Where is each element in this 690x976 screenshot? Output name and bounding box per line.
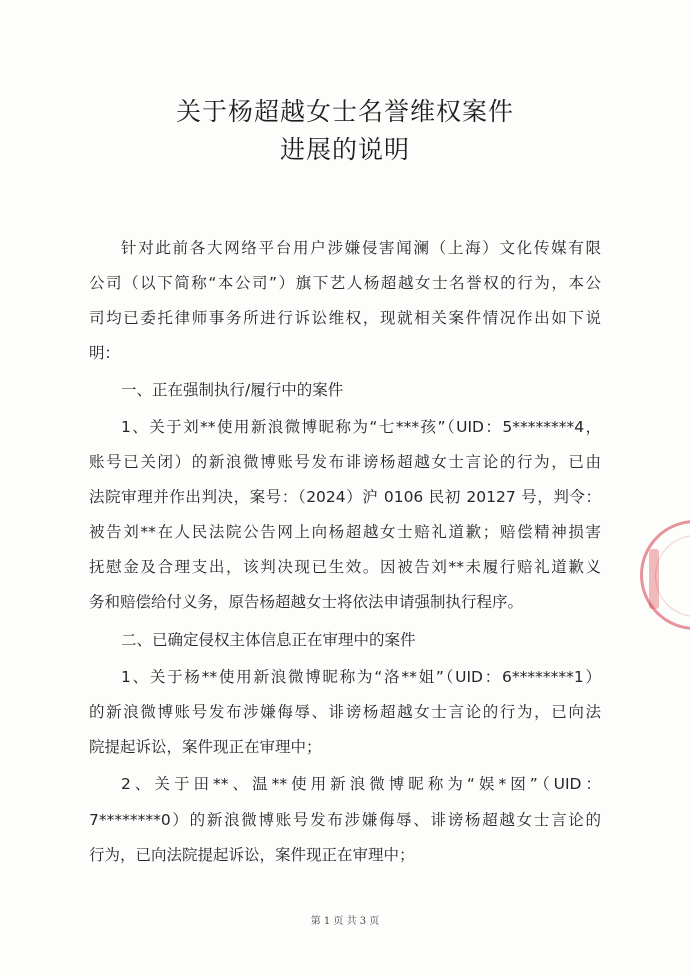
company-seal-stamp <box>640 520 690 630</box>
section-2-item-2-line-3: 行为，已向法院提起诉讼，案件现正在审理中； <box>89 846 415 864</box>
section-1-item-1-line-5: 抚慰金及合理支出，该判决现已生效。因被告刘**未履行赔礼道歉义 <box>89 558 601 576</box>
section-2-item-2-line-2: 7********0）的新浪微博账号发布涉嫌侮辱、诽谤杨超越女士言论的 <box>89 811 601 829</box>
section-2-heading: 二、已确定侵权主体信息正在审理中的案件 <box>121 631 416 649</box>
intro-line-2: 公司（以下简称“本公司”）旗下艺人杨超越女士名誉权的行为，本公 <box>89 274 601 292</box>
seal-inner-ring <box>655 535 690 617</box>
section-2-item-1-line-3: 院提起诉讼，案件现正在审理中； <box>89 738 322 756</box>
seal-character-mark <box>649 549 659 609</box>
intro-line-4: 明： <box>89 344 121 362</box>
section-1-item-1-line-1: 1、关于刘**使用新浪微博昵称为“七***孩”（UID：5********4， <box>121 418 601 436</box>
section-1-item-1-line-2: 账号已关闭）的新浪微博账号发布诽谤杨超越女士言论的行为，已由 <box>89 453 601 471</box>
section-1-heading: 一、正在强制执行/履行中的案件 <box>121 381 344 399</box>
section-2-item-1-line-2: 的新浪微博账号发布涉嫌侮辱、诽谤杨超越女士言论的行为，已向法 <box>89 703 601 721</box>
document-title-line-2: 进展的说明 <box>279 135 410 164</box>
section-1-item-1-line-3: 法院审理并作出判决，案号：（2024）沪 0106 民初 20127 号，判令： <box>89 488 601 506</box>
intro-line-3: 司均已委托律师事务所进行诉讼维权，现就相关案件情况作出如下说 <box>89 309 601 327</box>
section-1-item-1-line-4: 被告刘**在人民法院公告网上向杨超越女士赔礼道歉；赔偿精神损害 <box>89 523 601 541</box>
section-2-item-2-line-1: 2、关于田**、温**使用新浪微博昵称为“娱*囡”（UID： <box>121 775 601 793</box>
section-2-item-1-line-1: 1、关于杨**使用新浪微博昵称为“洛**姐”（UID：6********1） <box>121 668 601 686</box>
document-title-line-1: 关于杨超越女士名誉维权案件 <box>175 97 514 126</box>
section-1-item-1-line-6: 务和赔偿给付义务，原告杨超越女士将依法申请强制执行程序。 <box>89 593 524 611</box>
intro-line-1: 针对此前各大网络平台用户涉嫌侵害闻澜（上海）文化传媒有限 <box>121 239 601 257</box>
page-number-footer: 第 1 页 共 3 页 <box>310 916 380 927</box>
